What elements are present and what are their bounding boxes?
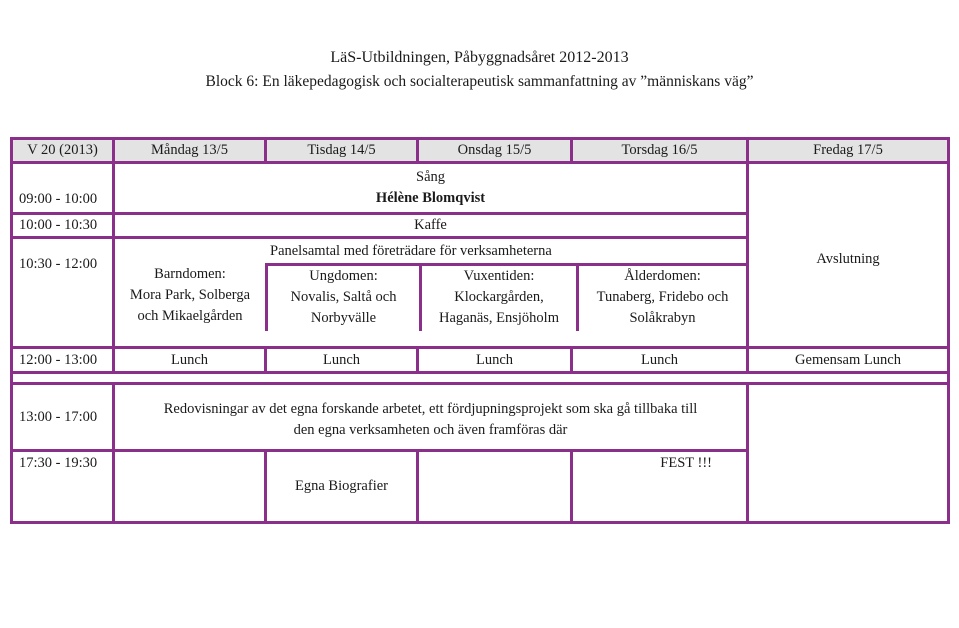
time-1300: 13:00 - 17:00 xyxy=(12,384,114,451)
group-youth-title: Ungdomen: xyxy=(309,268,378,284)
closing-label: Avslutning xyxy=(816,251,880,267)
header-row xyxy=(12,139,949,163)
time-1730: 17:30 - 19:30 xyxy=(12,451,114,523)
evening-tuesday xyxy=(266,451,418,523)
day-header-wednesday: Onsdag 15/5 xyxy=(418,139,572,163)
group-childhood-title: Barndomen: xyxy=(154,266,226,282)
song-label: Sång xyxy=(416,169,445,185)
group-youth-line2: Novalis, Saltå och xyxy=(290,289,397,305)
spacer-row xyxy=(12,373,949,384)
presentations-line-2: den egna verksamheten och även framföras där xyxy=(293,422,568,438)
group-oldage-title: Ålderdomen: xyxy=(624,268,701,284)
week-label: V 20 (2013) xyxy=(12,139,114,163)
lunch-friday: Gemensam Lunch xyxy=(748,348,949,373)
schedule-table xyxy=(10,137,950,524)
group-childhood-line2: Mora Park, Solberga xyxy=(129,287,251,303)
lunch-thursday: Lunch xyxy=(572,348,748,373)
time-1030: 10:30 - 12:00 xyxy=(12,238,114,348)
row-1200 xyxy=(12,348,949,373)
friday-closing-cell xyxy=(748,163,949,348)
lunch-wednesday: Lunch xyxy=(418,348,572,373)
evening-wednesday xyxy=(418,451,572,523)
group-youth xyxy=(265,263,419,331)
time-1000: 10:00 - 10:30 xyxy=(12,214,114,238)
evening-monday xyxy=(114,451,266,523)
group-adulthood xyxy=(419,263,576,331)
time-1200: 12:00 - 13:00 xyxy=(12,348,114,373)
day-header-friday: Fredag 17/5 xyxy=(748,139,949,163)
party-label: FEST !!! xyxy=(660,455,712,471)
presentations-cell xyxy=(114,384,748,451)
panel-title: Panelsamtal med företrädare för verksamheterna xyxy=(270,243,552,259)
row-1300 xyxy=(12,384,949,451)
group-childhood-line3: och Mikaelgården xyxy=(137,308,243,324)
group-oldage xyxy=(576,263,746,331)
group-youth-line3: Norbyvälle xyxy=(310,310,377,326)
row-0900 xyxy=(12,163,949,214)
group-adulthood-title: Vuxentiden: xyxy=(463,268,535,284)
title-line-1: LäS-Utbildningen, Påbyggnadsåret 2012-2013 xyxy=(330,49,629,66)
day-header-tuesday: Tisdag 14/5 xyxy=(266,139,418,163)
evening-thursday xyxy=(572,451,748,523)
song-cell xyxy=(114,163,748,214)
group-childhood xyxy=(115,263,265,331)
coffee-cell: Kaffe xyxy=(114,214,748,238)
group-oldage-line3: Solåkrabyn xyxy=(629,310,696,326)
group-adulthood-line3: Haganäs, Ensjöholm xyxy=(438,310,559,326)
biography-label: Egna Biografier xyxy=(294,478,388,494)
group-adulthood-line2: Klockargården, xyxy=(454,289,544,305)
panel-area xyxy=(114,238,748,348)
day-header-monday: Måndag 13/5 xyxy=(114,139,266,163)
document-title xyxy=(0,46,959,94)
lunch-monday: Lunch xyxy=(114,348,266,373)
presentations-line-1: Redovisningar av det egna forskande arbetet, ett fördjupningsprojekt som ska gå tillbaka till xyxy=(163,401,698,417)
group-oldage-line2: Tunaberg, Fridebo och xyxy=(596,289,729,305)
lunch-tuesday: Lunch xyxy=(266,348,418,373)
title-line-2: Block 6: En läkepedagogisk och socialterapeutisk sammanfattning av ”människans väg” xyxy=(205,73,754,90)
friday-afternoon-cell xyxy=(748,384,949,523)
time-0900: 09:00 - 10:00 xyxy=(12,163,114,214)
song-leader: Hélène Blomqvist xyxy=(375,190,486,206)
day-header-thursday: Torsdag 16/5 xyxy=(572,139,748,163)
